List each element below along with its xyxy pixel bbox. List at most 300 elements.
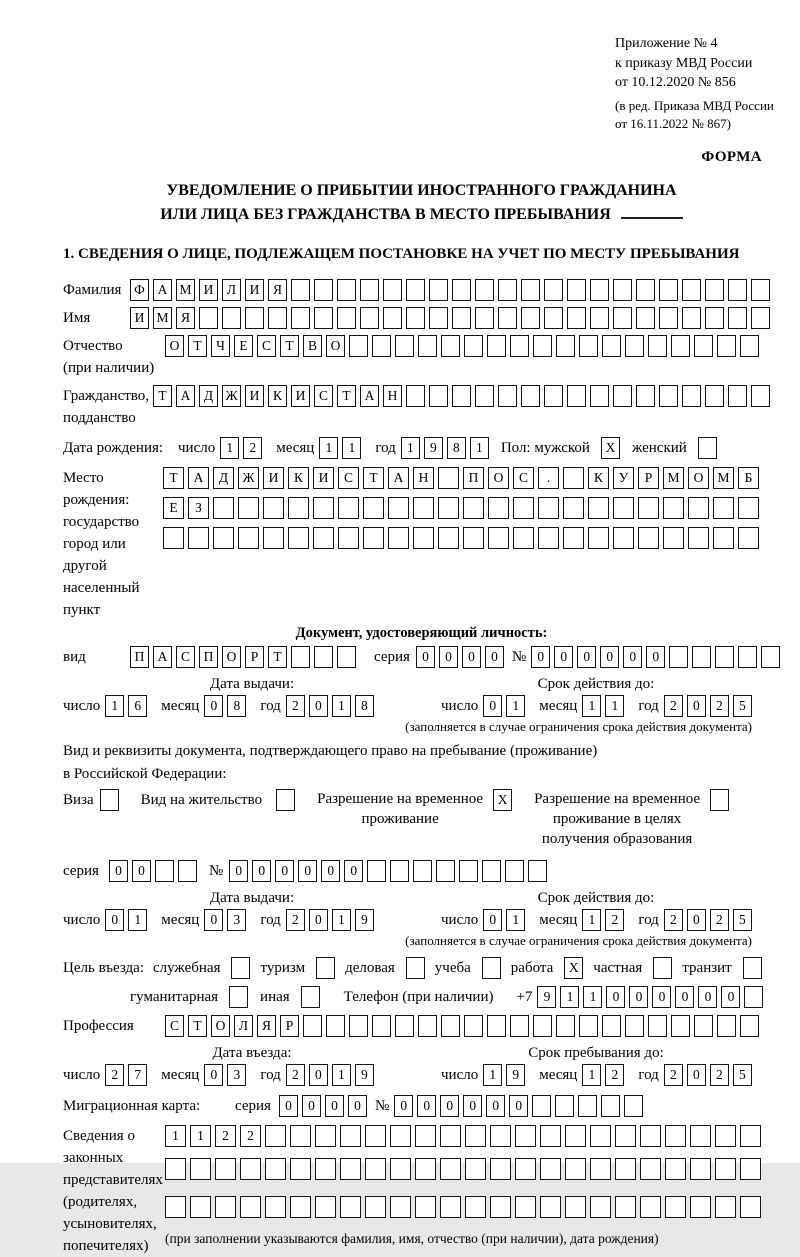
char-cell[interactable]: 1 bbox=[342, 437, 361, 459]
char-cell[interactable] bbox=[659, 279, 678, 301]
char-cell[interactable] bbox=[340, 1125, 361, 1147]
migration-num-cells[interactable] bbox=[394, 1095, 647, 1117]
char-cell[interactable]: А bbox=[153, 279, 172, 301]
char-cell[interactable]: О bbox=[222, 646, 241, 668]
char-cell[interactable]: В bbox=[303, 335, 322, 357]
purpose-private-checkbox[interactable] bbox=[653, 957, 672, 979]
birth-day-cells[interactable] bbox=[220, 437, 266, 459]
char-cell[interactable]: Н bbox=[413, 467, 434, 489]
char-cell[interactable]: 2 bbox=[215, 1125, 236, 1147]
char-cell[interactable]: 2 bbox=[240, 1125, 261, 1147]
char-cell[interactable] bbox=[360, 279, 379, 301]
char-cell[interactable] bbox=[303, 1015, 322, 1037]
char-cell[interactable] bbox=[565, 1125, 586, 1147]
stay-day-cells[interactable] bbox=[483, 1064, 529, 1086]
doc-issue-year-cells[interactable] bbox=[286, 695, 378, 717]
char-cell[interactable] bbox=[740, 1196, 761, 1218]
char-cell[interactable] bbox=[326, 1015, 345, 1037]
char-cell[interactable] bbox=[515, 1158, 536, 1180]
char-cell[interactable] bbox=[540, 1125, 561, 1147]
char-cell[interactable]: О bbox=[165, 335, 184, 357]
char-cell[interactable] bbox=[510, 335, 529, 357]
char-cell[interactable]: Р bbox=[280, 1015, 299, 1037]
purpose-work-checkbox[interactable]: X bbox=[564, 957, 583, 979]
char-cell[interactable] bbox=[406, 385, 425, 407]
char-cell[interactable] bbox=[715, 646, 734, 668]
char-cell[interactable] bbox=[740, 1125, 761, 1147]
char-cell[interactable]: З bbox=[188, 497, 209, 519]
char-cell[interactable]: 5 bbox=[733, 1064, 752, 1086]
char-cell[interactable]: И bbox=[245, 385, 264, 407]
char-cell[interactable] bbox=[671, 1015, 690, 1037]
char-cell[interactable]: 1 bbox=[190, 1125, 211, 1147]
char-cell[interactable] bbox=[465, 1196, 486, 1218]
char-cell[interactable] bbox=[268, 307, 287, 329]
char-cell[interactable] bbox=[263, 497, 284, 519]
char-cell[interactable] bbox=[463, 527, 484, 549]
char-cell[interactable] bbox=[544, 385, 563, 407]
char-cell[interactable]: Т bbox=[188, 335, 207, 357]
char-cell[interactable] bbox=[690, 1196, 711, 1218]
purpose-official-checkbox[interactable] bbox=[231, 957, 250, 979]
char-cell[interactable]: 0 bbox=[204, 695, 223, 717]
char-cell[interactable] bbox=[215, 1158, 236, 1180]
doc-type-cells[interactable] bbox=[130, 646, 360, 668]
char-cell[interactable] bbox=[415, 1158, 436, 1180]
char-cell[interactable]: 0 bbox=[439, 646, 458, 668]
char-cell[interactable]: К bbox=[588, 467, 609, 489]
patronymic-cells[interactable] bbox=[165, 335, 763, 357]
char-cell[interactable]: 2 bbox=[605, 1064, 624, 1086]
char-cell[interactable]: К bbox=[288, 467, 309, 489]
char-cell[interactable] bbox=[291, 279, 310, 301]
char-cell[interactable] bbox=[238, 497, 259, 519]
char-cell[interactable] bbox=[740, 1015, 759, 1037]
char-cell[interactable]: 9 bbox=[506, 1064, 525, 1086]
char-cell[interactable]: 1 bbox=[332, 909, 351, 931]
char-cell[interactable] bbox=[751, 385, 770, 407]
char-cell[interactable] bbox=[738, 646, 757, 668]
char-cell[interactable]: 2 bbox=[243, 437, 262, 459]
char-cell[interactable] bbox=[498, 307, 517, 329]
char-cell[interactable]: 1 bbox=[583, 986, 602, 1008]
char-cell[interactable]: 0 bbox=[344, 860, 363, 882]
char-cell[interactable]: 1 bbox=[105, 695, 124, 717]
stay-year-cells[interactable] bbox=[664, 1064, 756, 1086]
char-cell[interactable]: К bbox=[268, 385, 287, 407]
char-cell[interactable] bbox=[505, 860, 524, 882]
char-cell[interactable]: Р bbox=[638, 467, 659, 489]
char-cell[interactable]: 0 bbox=[486, 1095, 505, 1117]
char-cell[interactable]: 0 bbox=[275, 860, 294, 882]
char-cell[interactable]: С bbox=[314, 385, 333, 407]
char-cell[interactable]: 0 bbox=[675, 986, 694, 1008]
char-cell[interactable]: И bbox=[245, 279, 264, 301]
visa-checkbox[interactable] bbox=[100, 789, 119, 811]
char-cell[interactable]: 2 bbox=[710, 909, 729, 931]
char-cell[interactable] bbox=[688, 497, 709, 519]
char-cell[interactable]: 2 bbox=[605, 909, 624, 931]
char-cell[interactable]: 2 bbox=[710, 695, 729, 717]
char-cell[interactable] bbox=[245, 307, 264, 329]
purpose-tourism-checkbox[interactable] bbox=[316, 957, 335, 979]
char-cell[interactable]: 0 bbox=[132, 860, 151, 882]
char-cell[interactable] bbox=[694, 1015, 713, 1037]
char-cell[interactable] bbox=[613, 307, 632, 329]
temp-residence-checkbox[interactable]: X bbox=[493, 789, 512, 811]
char-cell[interactable]: 0 bbox=[687, 909, 706, 931]
char-cell[interactable] bbox=[490, 1125, 511, 1147]
char-cell[interactable] bbox=[615, 1196, 636, 1218]
char-cell[interactable]: 0 bbox=[463, 1095, 482, 1117]
char-cell[interactable] bbox=[533, 335, 552, 357]
char-cell[interactable]: 0 bbox=[417, 1095, 436, 1117]
char-cell[interactable]: 1 bbox=[165, 1125, 186, 1147]
stay-month-cells[interactable] bbox=[582, 1064, 628, 1086]
char-cell[interactable] bbox=[360, 307, 379, 329]
entry-month-cells[interactable] bbox=[204, 1064, 250, 1086]
char-cell[interactable] bbox=[464, 335, 483, 357]
char-cell[interactable] bbox=[513, 497, 534, 519]
char-cell[interactable] bbox=[602, 1015, 621, 1037]
char-cell[interactable]: 1 bbox=[319, 437, 338, 459]
residence-permit-checkbox[interactable] bbox=[276, 789, 295, 811]
char-cell[interactable] bbox=[665, 1158, 686, 1180]
char-cell[interactable] bbox=[406, 307, 425, 329]
legal-row3-cells[interactable] bbox=[165, 1196, 765, 1218]
char-cell[interactable] bbox=[452, 279, 471, 301]
char-cell[interactable] bbox=[440, 1125, 461, 1147]
char-cell[interactable] bbox=[692, 646, 711, 668]
doc-valid-year-cells[interactable] bbox=[664, 695, 756, 717]
char-cell[interactable]: И bbox=[263, 467, 284, 489]
phone-cells[interactable] bbox=[537, 986, 767, 1008]
char-cell[interactable] bbox=[165, 1196, 186, 1218]
char-cell[interactable] bbox=[694, 335, 713, 357]
char-cell[interactable]: Д bbox=[199, 385, 218, 407]
char-cell[interactable] bbox=[690, 1158, 711, 1180]
permit-valid-month-cells[interactable] bbox=[582, 909, 628, 931]
char-cell[interactable] bbox=[413, 497, 434, 519]
char-cell[interactable]: И bbox=[199, 279, 218, 301]
char-cell[interactable] bbox=[349, 1015, 368, 1037]
char-cell[interactable] bbox=[390, 860, 409, 882]
permit-issue-year-cells[interactable] bbox=[286, 909, 378, 931]
char-cell[interactable]: 1 bbox=[605, 695, 624, 717]
char-cell[interactable] bbox=[314, 307, 333, 329]
char-cell[interactable] bbox=[190, 1158, 211, 1180]
char-cell[interactable] bbox=[528, 860, 547, 882]
char-cell[interactable] bbox=[688, 527, 709, 549]
char-cell[interactable]: С bbox=[513, 467, 534, 489]
char-cell[interactable] bbox=[265, 1158, 286, 1180]
char-cell[interactable] bbox=[565, 1196, 586, 1218]
char-cell[interactable] bbox=[648, 1015, 667, 1037]
char-cell[interactable] bbox=[521, 307, 540, 329]
char-cell[interactable] bbox=[533, 1015, 552, 1037]
char-cell[interactable]: М bbox=[153, 307, 172, 329]
char-cell[interactable]: 0 bbox=[105, 909, 124, 931]
char-cell[interactable] bbox=[465, 1125, 486, 1147]
char-cell[interactable] bbox=[365, 1158, 386, 1180]
char-cell[interactable] bbox=[515, 1196, 536, 1218]
char-cell[interactable] bbox=[713, 527, 734, 549]
doc-seriya-cells[interactable] bbox=[416, 646, 508, 668]
char-cell[interactable]: У bbox=[613, 467, 634, 489]
char-cell[interactable]: 1 bbox=[128, 909, 147, 931]
char-cell[interactable] bbox=[365, 1125, 386, 1147]
char-cell[interactable]: 1 bbox=[506, 695, 525, 717]
char-cell[interactable] bbox=[648, 335, 667, 357]
char-cell[interactable]: Т bbox=[268, 646, 287, 668]
char-cell[interactable] bbox=[532, 1095, 551, 1117]
char-cell[interactable] bbox=[713, 497, 734, 519]
char-cell[interactable]: А bbox=[176, 385, 195, 407]
char-cell[interactable] bbox=[565, 1158, 586, 1180]
permit-valid-day-cells[interactable] bbox=[483, 909, 529, 931]
name-cells[interactable] bbox=[130, 307, 774, 329]
char-cell[interactable] bbox=[488, 527, 509, 549]
char-cell[interactable] bbox=[463, 497, 484, 519]
surname-cells[interactable] bbox=[130, 279, 774, 301]
char-cell[interactable]: 7 bbox=[128, 1064, 147, 1086]
char-cell[interactable]: О bbox=[488, 467, 509, 489]
char-cell[interactable] bbox=[413, 527, 434, 549]
char-cell[interactable] bbox=[406, 279, 425, 301]
char-cell[interactable]: 0 bbox=[302, 1095, 321, 1117]
purpose-business-checkbox[interactable] bbox=[406, 957, 425, 979]
char-cell[interactable] bbox=[440, 1196, 461, 1218]
char-cell[interactable] bbox=[513, 527, 534, 549]
char-cell[interactable] bbox=[263, 527, 284, 549]
char-cell[interactable] bbox=[367, 860, 386, 882]
char-cell[interactable]: 8 bbox=[355, 695, 374, 717]
char-cell[interactable] bbox=[538, 497, 559, 519]
char-cell[interactable] bbox=[363, 497, 384, 519]
char-cell[interactable] bbox=[555, 1095, 574, 1117]
char-cell[interactable] bbox=[338, 527, 359, 549]
char-cell[interactable] bbox=[638, 497, 659, 519]
char-cell[interactable]: 0 bbox=[462, 646, 481, 668]
char-cell[interactable] bbox=[464, 1015, 483, 1037]
char-cell[interactable] bbox=[682, 279, 701, 301]
char-cell[interactable]: 0 bbox=[440, 1095, 459, 1117]
char-cell[interactable]: 0 bbox=[554, 646, 573, 668]
char-cell[interactable] bbox=[438, 527, 459, 549]
char-cell[interactable] bbox=[314, 279, 333, 301]
char-cell[interactable] bbox=[313, 527, 334, 549]
char-cell[interactable]: Р bbox=[245, 646, 264, 668]
char-cell[interactable] bbox=[178, 860, 197, 882]
entry-day-cells[interactable] bbox=[105, 1064, 151, 1086]
doc-valid-month-cells[interactable] bbox=[582, 695, 628, 717]
char-cell[interactable]: А bbox=[388, 467, 409, 489]
char-cell[interactable] bbox=[340, 1196, 361, 1218]
char-cell[interactable] bbox=[315, 1196, 336, 1218]
char-cell[interactable] bbox=[390, 1125, 411, 1147]
char-cell[interactable] bbox=[613, 385, 632, 407]
char-cell[interactable] bbox=[390, 1196, 411, 1218]
char-cell[interactable] bbox=[715, 1125, 736, 1147]
char-cell[interactable]: 0 bbox=[348, 1095, 367, 1117]
char-cell[interactable]: П bbox=[130, 646, 149, 668]
char-cell[interactable] bbox=[640, 1196, 661, 1218]
char-cell[interactable]: С bbox=[176, 646, 195, 668]
char-cell[interactable] bbox=[415, 1196, 436, 1218]
char-cell[interactable] bbox=[665, 1125, 686, 1147]
char-cell[interactable]: 1 bbox=[506, 909, 525, 931]
char-cell[interactable] bbox=[761, 646, 780, 668]
char-cell[interactable] bbox=[671, 335, 690, 357]
char-cell[interactable] bbox=[222, 307, 241, 329]
char-cell[interactable]: Е bbox=[163, 497, 184, 519]
char-cell[interactable] bbox=[215, 1196, 236, 1218]
doc-valid-day-cells[interactable] bbox=[483, 695, 529, 717]
char-cell[interactable] bbox=[190, 1196, 211, 1218]
char-cell[interactable]: Л bbox=[222, 279, 241, 301]
char-cell[interactable] bbox=[556, 1015, 575, 1037]
char-cell[interactable]: 0 bbox=[623, 646, 642, 668]
char-cell[interactable]: А bbox=[360, 385, 379, 407]
char-cell[interactable] bbox=[315, 1158, 336, 1180]
char-cell[interactable] bbox=[728, 279, 747, 301]
char-cell[interactable] bbox=[213, 497, 234, 519]
char-cell[interactable]: 0 bbox=[325, 1095, 344, 1117]
char-cell[interactable] bbox=[390, 1158, 411, 1180]
char-cell[interactable]: 0 bbox=[606, 986, 625, 1008]
char-cell[interactable] bbox=[682, 385, 701, 407]
char-cell[interactable] bbox=[638, 527, 659, 549]
char-cell[interactable] bbox=[579, 335, 598, 357]
char-cell[interactable]: 1 bbox=[582, 695, 601, 717]
char-cell[interactable]: 3 bbox=[227, 909, 246, 931]
char-cell[interactable]: 0 bbox=[309, 695, 328, 717]
char-cell[interactable]: 0 bbox=[721, 986, 740, 1008]
char-cell[interactable] bbox=[240, 1196, 261, 1218]
char-cell[interactable] bbox=[438, 467, 459, 489]
char-cell[interactable]: 0 bbox=[204, 909, 223, 931]
char-cell[interactable] bbox=[544, 307, 563, 329]
char-cell[interactable] bbox=[613, 527, 634, 549]
char-cell[interactable] bbox=[744, 986, 763, 1008]
char-cell[interactable]: И bbox=[313, 467, 334, 489]
char-cell[interactable] bbox=[590, 279, 609, 301]
char-cell[interactable]: С bbox=[165, 1015, 184, 1037]
char-cell[interactable] bbox=[291, 646, 310, 668]
char-cell[interactable] bbox=[556, 335, 575, 357]
birthplace-row3-cells[interactable] bbox=[163, 527, 763, 549]
char-cell[interactable] bbox=[563, 497, 584, 519]
char-cell[interactable] bbox=[715, 1196, 736, 1218]
char-cell[interactable]: 2 bbox=[710, 1064, 729, 1086]
char-cell[interactable] bbox=[365, 1196, 386, 1218]
char-cell[interactable] bbox=[338, 497, 359, 519]
char-cell[interactable]: 1 bbox=[560, 986, 579, 1008]
profession-cells[interactable] bbox=[165, 1015, 763, 1037]
char-cell[interactable] bbox=[602, 335, 621, 357]
char-cell[interactable] bbox=[155, 860, 174, 882]
char-cell[interactable] bbox=[288, 497, 309, 519]
char-cell[interactable] bbox=[625, 1015, 644, 1037]
char-cell[interactable] bbox=[452, 385, 471, 407]
char-cell[interactable] bbox=[751, 307, 770, 329]
char-cell[interactable] bbox=[615, 1125, 636, 1147]
char-cell[interactable] bbox=[383, 279, 402, 301]
purpose-study-checkbox[interactable] bbox=[482, 957, 501, 979]
char-cell[interactable]: 2 bbox=[286, 695, 305, 717]
char-cell[interactable] bbox=[567, 307, 586, 329]
char-cell[interactable] bbox=[728, 307, 747, 329]
char-cell[interactable] bbox=[588, 497, 609, 519]
char-cell[interactable] bbox=[395, 335, 414, 357]
migration-seriya-cells[interactable] bbox=[279, 1095, 371, 1117]
char-cell[interactable]: 2 bbox=[286, 1064, 305, 1086]
char-cell[interactable] bbox=[659, 307, 678, 329]
char-cell[interactable]: 3 bbox=[227, 1064, 246, 1086]
char-cell[interactable] bbox=[337, 646, 356, 668]
char-cell[interactable]: А bbox=[153, 646, 172, 668]
char-cell[interactable]: О bbox=[211, 1015, 230, 1037]
char-cell[interactable]: 5 bbox=[733, 909, 752, 931]
char-cell[interactable]: 0 bbox=[394, 1095, 413, 1117]
char-cell[interactable] bbox=[738, 497, 759, 519]
char-cell[interactable]: 9 bbox=[424, 437, 443, 459]
char-cell[interactable] bbox=[315, 1125, 336, 1147]
char-cell[interactable]: А bbox=[188, 467, 209, 489]
char-cell[interactable] bbox=[590, 1158, 611, 1180]
char-cell[interactable]: 0 bbox=[509, 1095, 528, 1117]
birth-month-cells[interactable] bbox=[319, 437, 365, 459]
char-cell[interactable] bbox=[337, 279, 356, 301]
char-cell[interactable] bbox=[475, 307, 494, 329]
char-cell[interactable] bbox=[740, 1158, 761, 1180]
entry-year-cells[interactable] bbox=[286, 1064, 378, 1086]
char-cell[interactable]: 1 bbox=[483, 1064, 502, 1086]
char-cell[interactable] bbox=[388, 497, 409, 519]
legal-row2-cells[interactable] bbox=[165, 1158, 765, 1180]
char-cell[interactable]: Н bbox=[383, 385, 402, 407]
char-cell[interactable]: 0 bbox=[309, 909, 328, 931]
char-cell[interactable]: 0 bbox=[485, 646, 504, 668]
char-cell[interactable] bbox=[717, 335, 736, 357]
char-cell[interactable] bbox=[515, 1125, 536, 1147]
citizenship-cells[interactable] bbox=[153, 385, 774, 407]
char-cell[interactable]: М bbox=[176, 279, 195, 301]
char-cell[interactable]: И bbox=[291, 385, 310, 407]
char-cell[interactable] bbox=[578, 1095, 597, 1117]
char-cell[interactable] bbox=[429, 307, 448, 329]
char-cell[interactable] bbox=[349, 335, 368, 357]
char-cell[interactable]: П bbox=[199, 646, 218, 668]
char-cell[interactable]: 0 bbox=[687, 695, 706, 717]
char-cell[interactable] bbox=[213, 527, 234, 549]
char-cell[interactable] bbox=[475, 279, 494, 301]
char-cell[interactable]: 0 bbox=[109, 860, 128, 882]
char-cell[interactable] bbox=[487, 1015, 506, 1037]
char-cell[interactable] bbox=[663, 527, 684, 549]
char-cell[interactable]: И bbox=[130, 307, 149, 329]
char-cell[interactable] bbox=[624, 1095, 643, 1117]
char-cell[interactable] bbox=[383, 307, 402, 329]
char-cell[interactable]: 2 bbox=[664, 1064, 683, 1086]
char-cell[interactable] bbox=[665, 1196, 686, 1218]
char-cell[interactable]: 1 bbox=[332, 695, 351, 717]
char-cell[interactable] bbox=[663, 497, 684, 519]
char-cell[interactable]: 9 bbox=[355, 1064, 374, 1086]
char-cell[interactable]: 2 bbox=[664, 695, 683, 717]
char-cell[interactable]: 0 bbox=[298, 860, 317, 882]
char-cell[interactable]: П bbox=[463, 467, 484, 489]
